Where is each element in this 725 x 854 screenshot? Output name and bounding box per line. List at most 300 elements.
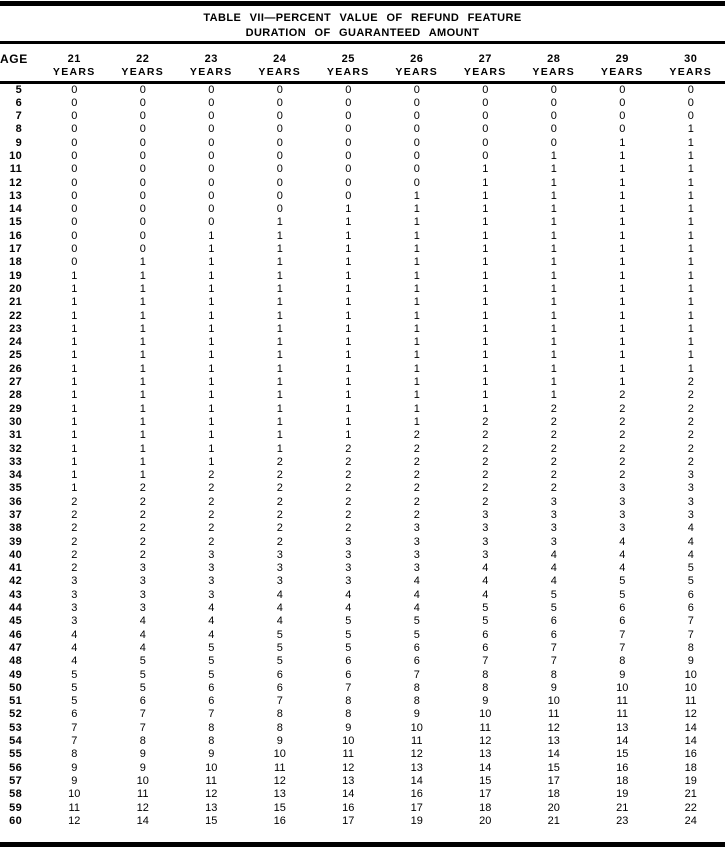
age-cell: 55 [9, 748, 22, 761]
value-cell: 16 [684, 748, 697, 761]
value-cell: 6 [550, 628, 557, 641]
value-cell: 1 [550, 296, 557, 309]
value-cell: 13 [205, 801, 218, 814]
value-cell: 7 [550, 655, 557, 668]
value-cell: 6 [208, 695, 215, 708]
value-cell: 0 [276, 176, 283, 189]
value-cell: 1 [619, 282, 626, 295]
value-cell: 0 [687, 110, 694, 123]
value-cell: 1 [276, 216, 283, 229]
value-cell: 8 [345, 708, 352, 721]
value-cell: 0 [413, 163, 420, 176]
value-cell: 1 [139, 296, 146, 309]
value-cell: 1 [687, 176, 694, 189]
column-header-year-number: 25 [341, 53, 355, 65]
age-cell: 40 [9, 548, 22, 561]
value-cell: 4 [550, 575, 557, 588]
value-cell: 8 [208, 721, 215, 734]
value-cell: 12 [547, 721, 560, 734]
header-row [0, 46, 725, 82]
table-row [0, 389, 725, 402]
value-cell: 7 [550, 641, 557, 654]
column-header-25-years [314, 46, 383, 82]
table-row [0, 336, 725, 349]
value-cell: 1 [482, 203, 489, 216]
value-cell: 1 [619, 376, 626, 389]
age-cell: 52 [9, 708, 22, 721]
value-cell: 6 [345, 655, 352, 668]
value-cell: 1 [345, 429, 352, 442]
value-cell: 2 [687, 402, 694, 415]
value-cell: 14 [684, 721, 697, 734]
value-cell: 0 [413, 123, 420, 136]
value-cell: 2 [71, 495, 78, 508]
value-cell: 4 [482, 575, 489, 588]
value-cell: 6 [687, 602, 694, 615]
value-cell: 0 [71, 216, 78, 229]
age-cell: 33 [9, 455, 22, 468]
value-cell: 0 [139, 110, 146, 123]
value-cell: 5 [71, 681, 78, 694]
value-cell: 0 [482, 149, 489, 162]
value-cell: 4 [550, 562, 557, 575]
value-cell: 0 [276, 149, 283, 162]
value-cell: 2 [276, 482, 283, 495]
value-cell: 4 [550, 548, 557, 561]
value-cell: 4 [687, 522, 694, 535]
age-cell: 51 [9, 695, 22, 708]
value-cell: 0 [139, 136, 146, 149]
value-cell: 1 [619, 216, 626, 229]
value-cell: 16 [342, 801, 355, 814]
age-cell: 24 [9, 336, 22, 349]
value-cell: 7 [619, 628, 626, 641]
value-cell: 1 [139, 349, 146, 362]
value-cell: 4 [71, 655, 78, 668]
value-cell: 2 [71, 509, 78, 521]
value-cell: 9 [345, 721, 352, 734]
value-cell: 8 [413, 681, 420, 694]
table-row [0, 655, 725, 668]
table-row [0, 97, 725, 110]
value-cell: 7 [413, 668, 420, 681]
value-cell: 2 [345, 522, 352, 535]
value-cell: 0 [345, 149, 352, 162]
value-cell: 3 [208, 575, 215, 588]
value-cell: 1 [345, 296, 352, 309]
value-cell: 8 [139, 735, 146, 748]
value-cell: 1 [413, 296, 420, 309]
table-row [0, 150, 725, 163]
value-cell: 1 [619, 136, 626, 149]
table-row [0, 642, 725, 655]
value-cell: 3 [71, 602, 78, 615]
value-cell: 0 [276, 123, 283, 136]
table-row [0, 509, 725, 522]
value-cell: 5 [482, 602, 489, 615]
value-cell: 8 [482, 668, 489, 681]
value-cell: 2 [345, 469, 352, 482]
value-cell: 0 [139, 163, 146, 176]
age-cell: 25 [9, 349, 22, 362]
value-cell: 0 [345, 110, 352, 123]
age-column-header: AGE [0, 52, 28, 66]
value-cell: 2 [413, 455, 420, 468]
value-cell: 1 [208, 376, 215, 389]
value-cell: 0 [550, 123, 557, 136]
value-cell: 1 [619, 256, 626, 269]
value-cell: 1 [619, 296, 626, 309]
value-cell: 11 [411, 735, 423, 748]
value-cell: 1 [71, 349, 78, 362]
value-cell: 21 [616, 801, 629, 814]
age-cell: 14 [9, 203, 22, 216]
age-cell: 6 [15, 96, 22, 109]
value-cell: 3 [71, 615, 78, 628]
value-cell: 0 [276, 136, 283, 149]
age-cell: 50 [9, 681, 22, 694]
value-cell: 0 [71, 229, 78, 242]
value-cell: 3 [619, 522, 626, 535]
table-row [0, 429, 725, 442]
value-cell: 22 [684, 801, 697, 814]
table-row [0, 403, 725, 416]
table-row [0, 722, 725, 735]
value-cell: 11 [205, 774, 217, 787]
value-cell: 0 [276, 203, 283, 216]
value-cell: 2 [482, 469, 489, 482]
value-cell: 1 [139, 429, 146, 442]
value-cell: 1 [276, 376, 283, 389]
age-cell: 38 [9, 522, 22, 535]
value-cell: 1 [619, 362, 626, 375]
column-header-years-label: YEARS [121, 66, 165, 78]
value-cell: 1 [619, 163, 626, 176]
value-cell: 1 [71, 389, 78, 402]
table-row [0, 296, 725, 309]
value-cell: 19 [616, 788, 629, 801]
column-header-years-label: YEARS [326, 66, 370, 78]
value-cell: 2 [687, 389, 694, 402]
value-cell: 10 [273, 748, 286, 761]
value-cell: 1 [482, 296, 489, 309]
value-cell: 2 [482, 415, 489, 428]
value-cell: 18 [479, 801, 492, 814]
value-cell: 1 [208, 455, 215, 468]
value-cell: 2 [619, 455, 626, 468]
value-cell: 5 [276, 628, 283, 641]
age-cell: 45 [9, 615, 22, 628]
value-cell: 2 [208, 522, 215, 535]
value-cell: 3 [482, 548, 489, 561]
value-cell: 2 [413, 429, 420, 442]
value-cell: 0 [71, 243, 78, 256]
value-cell: 8 [276, 708, 283, 721]
value-cell: 0 [276, 83, 283, 96]
value-cell: 1 [276, 229, 283, 242]
value-cell: 4 [208, 628, 215, 641]
value-cell: 0 [413, 136, 420, 149]
value-cell: 2 [276, 469, 283, 482]
age-cell: 48 [9, 655, 22, 668]
table-row [0, 815, 725, 828]
age-cell: 13 [9, 189, 22, 202]
age-cell: 16 [9, 229, 22, 242]
age-cell: 19 [9, 269, 22, 282]
age-cell: 20 [9, 282, 22, 295]
value-cell: 1 [345, 243, 352, 256]
value-cell: 0 [345, 83, 352, 96]
table-row [0, 695, 725, 708]
column-header-years-label: YEARS [463, 66, 507, 78]
value-cell: 2 [276, 509, 283, 521]
value-cell: 3 [139, 562, 146, 575]
value-cell: 1 [71, 309, 78, 322]
value-cell: 0 [413, 83, 420, 96]
value-cell: 0 [208, 136, 215, 149]
value-cell: 1 [619, 229, 626, 242]
value-cell: 5 [482, 615, 489, 628]
value-cell: 1 [276, 429, 283, 442]
value-cell: 1 [413, 376, 420, 389]
value-cell: 16 [273, 814, 286, 827]
value-cell: 0 [139, 229, 146, 242]
value-cell: 1 [71, 296, 78, 309]
value-cell: 14 [479, 761, 492, 774]
value-cell: 1 [208, 336, 215, 349]
table-row [0, 376, 725, 389]
value-cell: 8 [687, 641, 694, 654]
value-cell: 4 [208, 615, 215, 628]
value-cell: 0 [71, 83, 78, 96]
table-row [0, 216, 725, 229]
value-cell: 13 [616, 721, 629, 734]
value-cell: 3 [413, 522, 420, 535]
table-row [0, 256, 725, 269]
value-cell: 4 [619, 535, 626, 548]
value-cell: 3 [619, 495, 626, 508]
value-cell: 2 [687, 415, 694, 428]
value-cell: 1 [687, 282, 694, 295]
value-cell: 1 [687, 123, 694, 136]
value-cell: 8 [71, 748, 78, 761]
value-cell: 1 [276, 282, 283, 295]
value-cell: 3 [345, 575, 352, 588]
value-cell: 1 [276, 442, 283, 455]
value-cell: 1 [482, 282, 489, 295]
value-cell: 23 [616, 814, 629, 827]
value-cell: 1 [482, 349, 489, 362]
value-cell: 1 [276, 362, 283, 375]
value-cell: 10 [684, 668, 697, 681]
value-cell: 4 [139, 615, 146, 628]
age-cell: 27 [9, 376, 22, 389]
value-cell: 0 [208, 176, 215, 189]
value-cell: 2 [550, 455, 557, 468]
value-cell: 10 [205, 761, 218, 774]
value-cell: 0 [208, 83, 215, 96]
value-cell: 11 [685, 695, 697, 708]
value-cell: 5 [345, 615, 352, 628]
table-row [0, 163, 725, 176]
value-cell: 0 [550, 110, 557, 123]
value-cell: 1 [619, 309, 626, 322]
value-cell: 20 [479, 814, 492, 827]
value-cell: 3 [687, 495, 694, 508]
value-cell: 0 [71, 203, 78, 216]
table-row [0, 536, 725, 549]
value-cell: 7 [71, 735, 78, 748]
value-cell: 13 [479, 748, 492, 761]
value-cell: 1 [413, 203, 420, 216]
value-cell: 1 [345, 203, 352, 216]
value-cell: 2 [139, 548, 146, 561]
value-cell: 2 [482, 442, 489, 455]
value-cell: 5 [208, 655, 215, 668]
value-cell: 0 [345, 96, 352, 109]
value-cell: 1 [550, 256, 557, 269]
value-cell: 13 [273, 788, 286, 801]
value-cell: 1 [413, 322, 420, 335]
value-cell: 1 [139, 309, 146, 322]
value-cell: 11 [342, 748, 354, 761]
value-cell: 4 [619, 548, 626, 561]
value-cell: 10 [684, 681, 697, 694]
value-cell: 0 [208, 110, 215, 123]
value-cell: 3 [550, 522, 557, 535]
value-cell: 1 [413, 256, 420, 269]
value-cell: 11 [616, 695, 628, 708]
value-cell: 1 [276, 269, 283, 282]
value-cell: 2 [687, 376, 694, 389]
value-cell: 2 [345, 455, 352, 468]
value-cell: 2 [619, 389, 626, 402]
value-cell: 9 [550, 681, 557, 694]
value-cell: 15 [616, 748, 629, 761]
value-cell: 14 [342, 788, 355, 801]
value-cell: 1 [482, 376, 489, 389]
value-cell: 0 [71, 163, 78, 176]
age-cell: 7 [15, 110, 22, 123]
value-cell: 0 [619, 110, 626, 123]
value-cell: 1 [139, 455, 146, 468]
value-cell: 7 [345, 681, 352, 694]
value-cell: 9 [482, 695, 489, 708]
value-cell: 2 [619, 429, 626, 442]
value-cell: 3 [550, 495, 557, 508]
value-cell: 1 [482, 216, 489, 229]
value-cell: 1 [550, 336, 557, 349]
value-cell: 1 [413, 216, 420, 229]
value-cell: 1 [71, 362, 78, 375]
value-cell: 17 [410, 801, 423, 814]
value-cell: 12 [342, 761, 355, 774]
value-cell: 2 [687, 442, 694, 455]
value-cell: 0 [139, 216, 146, 229]
value-cell: 3 [413, 562, 420, 575]
value-cell: 13 [547, 735, 560, 748]
table-row [0, 669, 725, 682]
value-cell: 1 [208, 243, 215, 256]
value-cell: 6 [687, 588, 694, 601]
age-cell: 32 [9, 442, 22, 455]
value-cell: 0 [345, 163, 352, 176]
value-cell: 0 [71, 256, 78, 269]
value-cell: 1 [413, 282, 420, 295]
value-cell: 14 [547, 748, 560, 761]
value-cell: 1 [482, 309, 489, 322]
value-cell: 1 [550, 362, 557, 375]
value-cell: 4 [276, 602, 283, 615]
value-cell: 1 [71, 269, 78, 282]
age-cell: 5 [15, 83, 22, 96]
value-cell: 1 [208, 296, 215, 309]
value-cell: 2 [345, 509, 352, 521]
value-cell: 1 [413, 389, 420, 402]
table-row [0, 443, 725, 456]
value-cell: 1 [413, 362, 420, 375]
value-cell: 0 [687, 83, 694, 96]
value-cell: 2 [550, 482, 557, 495]
value-cell: 6 [619, 615, 626, 628]
column-header-year-number: 21 [67, 53, 81, 65]
value-cell: 0 [208, 216, 215, 229]
value-cell: 4 [139, 641, 146, 654]
value-cell: 2 [345, 495, 352, 508]
value-cell: 3 [550, 535, 557, 548]
age-cell: 18 [9, 256, 22, 269]
value-cell: 1 [482, 229, 489, 242]
value-cell: 9 [139, 748, 146, 761]
value-cell: 8 [276, 721, 283, 734]
table-row [0, 137, 725, 150]
value-cell: 1 [550, 149, 557, 162]
value-cell: 9 [208, 748, 215, 761]
value-cell: 1 [139, 389, 146, 402]
value-cell: 2 [71, 548, 78, 561]
value-cell: 3 [550, 509, 557, 521]
column-header-23-years [177, 46, 246, 82]
value-cell: 1 [687, 229, 694, 242]
column-header-26-years [383, 46, 452, 82]
column-header-year-number: 23 [204, 53, 218, 65]
value-cell: 1 [276, 402, 283, 415]
value-cell: 3 [71, 588, 78, 601]
value-cell: 1 [345, 362, 352, 375]
age-cell: 46 [9, 628, 22, 641]
age-cell: 9 [15, 136, 22, 149]
value-cell: 6 [276, 668, 283, 681]
value-cell: 0 [71, 176, 78, 189]
column-header-year-number: 22 [136, 53, 150, 65]
column-header-years-label: YEARS [395, 66, 439, 78]
value-cell: 5 [550, 602, 557, 615]
value-cell: 16 [410, 788, 423, 801]
value-cell: 2 [550, 442, 557, 455]
value-cell: 1 [139, 269, 146, 282]
age-cell: 60 [9, 814, 22, 827]
value-cell: 0 [550, 83, 557, 96]
value-cell: 6 [550, 615, 557, 628]
value-cell: 1 [208, 229, 215, 242]
value-cell: 18 [616, 774, 629, 787]
value-cell: 1 [413, 229, 420, 242]
value-cell: 4 [413, 575, 420, 588]
title-divider-rule [0, 41, 725, 44]
table-row [0, 629, 725, 642]
value-cell: 1 [550, 176, 557, 189]
value-cell: 0 [71, 110, 78, 123]
